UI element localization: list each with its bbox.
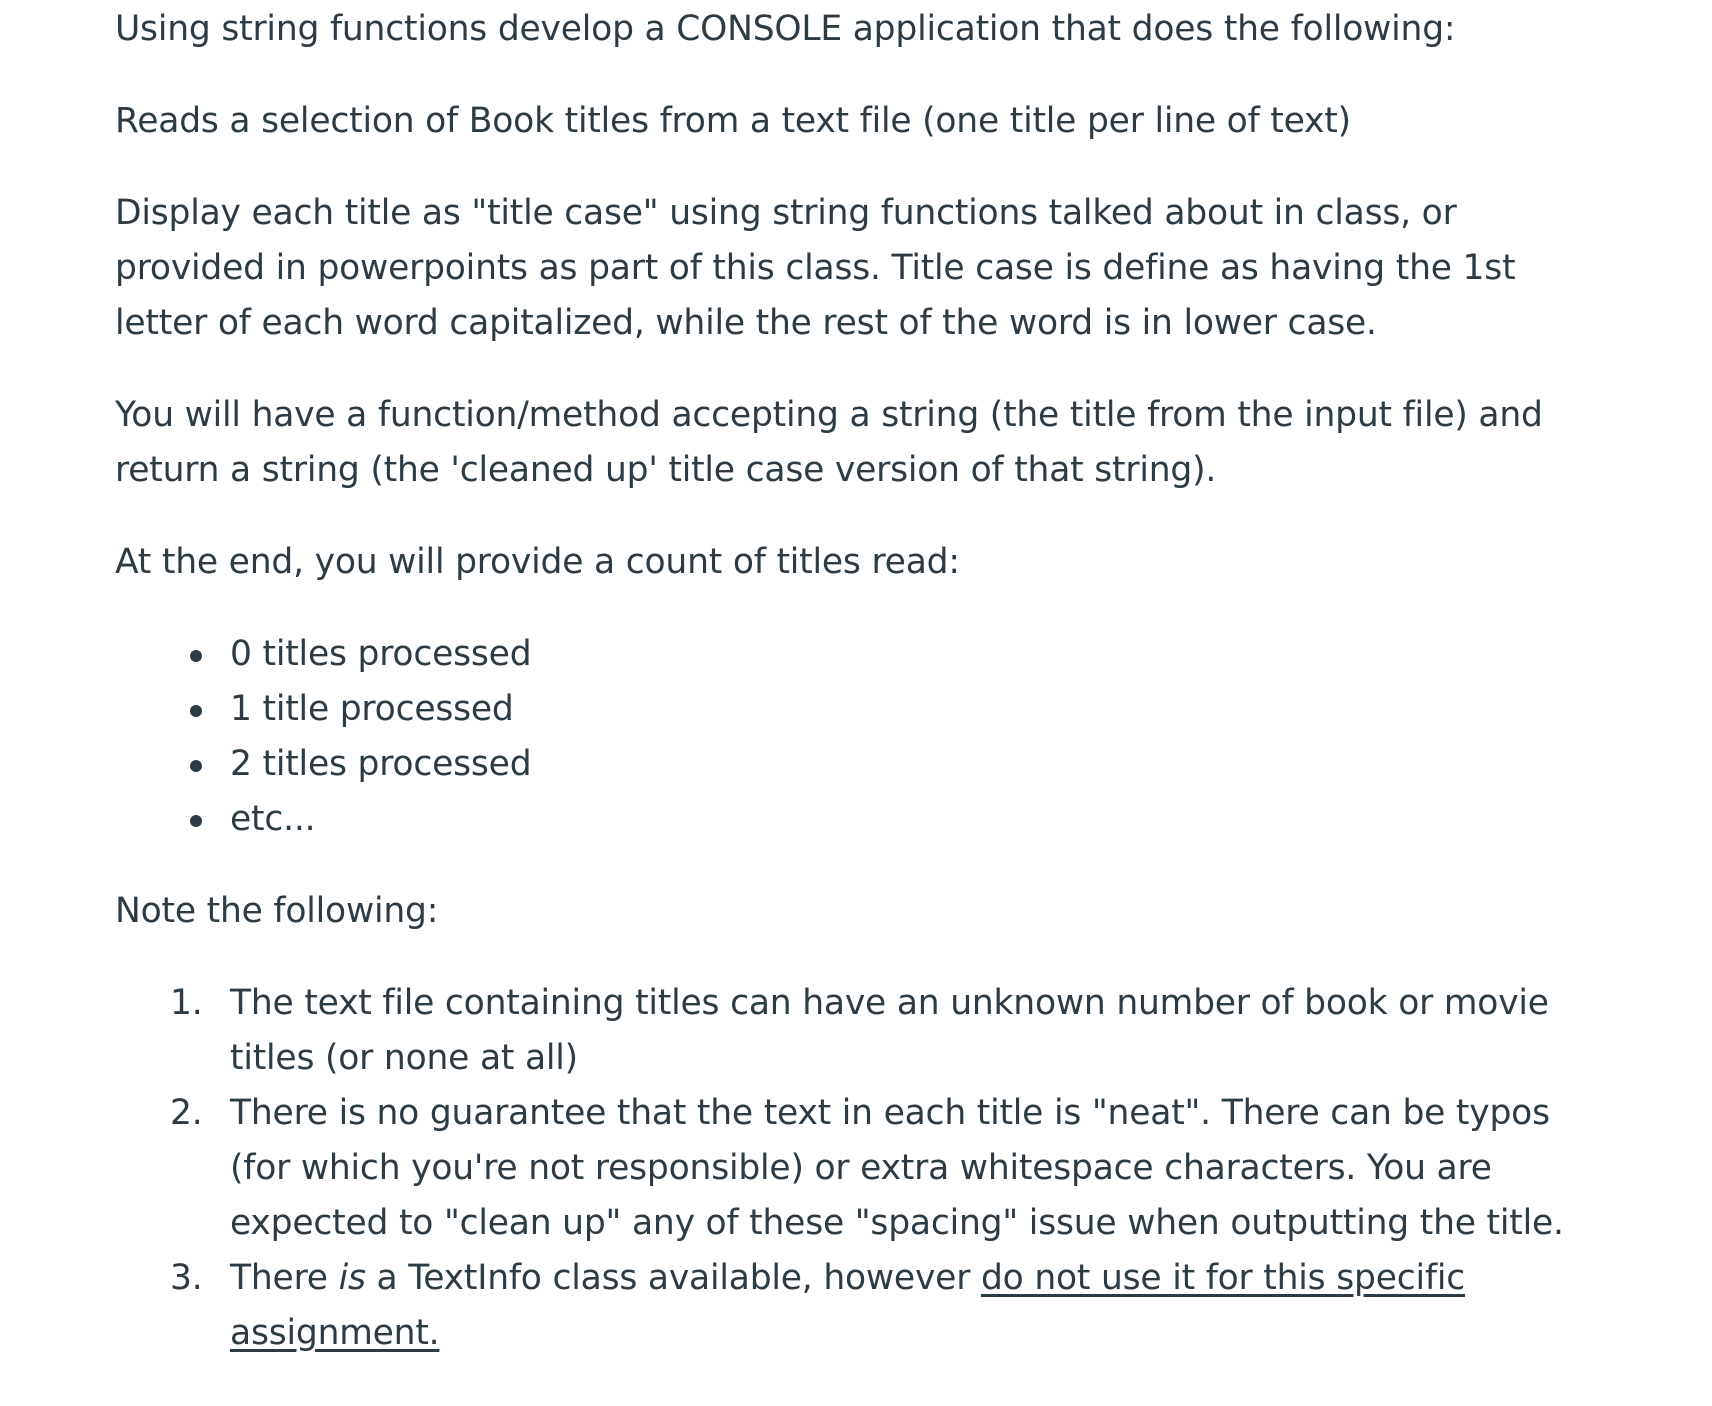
list-item: 0 titles processed: [230, 627, 1605, 682]
list-item: 1 title processed: [230, 682, 1605, 737]
notes-list: [115, 976, 1605, 1361]
assignment-page: [0, 2, 1712, 1406]
list-item: etc...: [230, 792, 1605, 847]
note-item-2: There is no guarantee that the text in each title is "neat". There can be typos (for which you're not responsible) or extra whitespace characters. You are expected to "clean up" any of these "spacing" issue when outputting the title.: [230, 1093, 1564, 1243]
note-3-text-b: a TextInfo class available, however: [365, 1258, 981, 1298]
note-item-3: [230, 1251, 1605, 1361]
assignment-content: [115, 2, 1605, 1361]
note-3-underlined: do not use it for this specific assignment.: [230, 1258, 1465, 1353]
list-item: 2 titles processed: [230, 737, 1605, 792]
intro-paragraph: Using string functions develop a CONSOLE application that does the following:: [115, 9, 1456, 49]
count-examples-list: [115, 627, 1605, 847]
note-3-emphasis: is: [338, 1258, 366, 1298]
display-paragraph: Display each title as "title case" using string functions talked about in class, or provided in powerpoints as part of this class. Title case is define as having the 1st letter of each word capitalized, while the rest of the word is in lower case.: [115, 193, 1516, 343]
note-heading: Note the following:: [115, 891, 439, 931]
note-3-text-a: There: [230, 1258, 339, 1298]
function-paragraph: You will have a function/method accepting a string (the title from the input file) and return a string (the 'cleaned up' title case version of that string).: [115, 395, 1543, 490]
note-item-1: The text file containing titles can have an unknown number of book or movie titles (or none at all): [230, 983, 1549, 1078]
reads-paragraph: Reads a selection of Book titles from a text file (one title per line of text): [115, 101, 1351, 141]
count-intro-paragraph: At the end, you will provide a count of titles read:: [115, 542, 960, 582]
